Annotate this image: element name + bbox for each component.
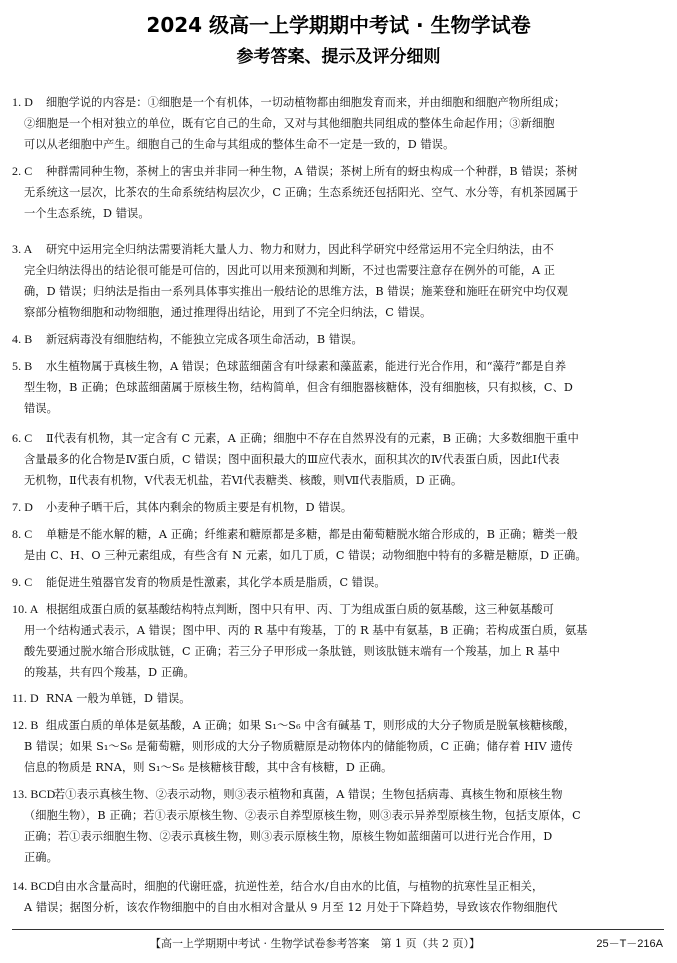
- answer-text: 研究中运用完全归纳法需要消耗大量人力、物力和财力，因此科学研究中经常运用不完全归纳法，由不: [46, 243, 554, 256]
- answer-line: [12, 497, 660, 518]
- answer-line: [12, 715, 660, 736]
- answer-text: 水生植物属于真核生物，A 错误；色球蓝细菌含有叶绿素和藻蓝素，能进行光合作用，和“藻荇”都是自养: [46, 360, 567, 373]
- answer-number: 10. A: [12, 602, 39, 616]
- answer-text: B 错误；如果 S₁～S₆ 是葡萄糖，则形成的大分子物质糖原是动物体内的储能物质，C 正确；储存着 HIV 遗传: [24, 740, 573, 753]
- answer-line: [12, 897, 660, 918]
- answer-line: [12, 599, 660, 620]
- answer-text: 的羧基，共有四个羧基，D 正确。: [24, 666, 195, 679]
- answer-line: [12, 113, 660, 134]
- answer-number: 6. C: [12, 431, 33, 445]
- answer-text: 组成蛋白质的单体是氨基酸，A 正确；如果 S₁～S₆ 中含有碱基 T，则形成的大分子物质是脱氧核糖核酸，: [46, 719, 576, 732]
- answer-text: 酸先要通过脱水缩合形成肽链，C 正确；若三分子甲形成一条肽链，则该肽链末端有一个羧基，加上 R 基中: [24, 645, 561, 658]
- answer-number: 9. C: [12, 575, 33, 589]
- answer-number: 14. BCD: [12, 879, 56, 893]
- answer-line: [12, 398, 660, 419]
- answer-line: [12, 239, 660, 260]
- answer-text: 无系统这一层次，比茶农的生命系统结构层次少，C 正确；生态系统还包括阳光、空气、水分等，有机茶园属于: [24, 186, 579, 199]
- answer-item: [12, 161, 660, 224]
- footer-paper-code: 25－T－216A: [596, 938, 663, 950]
- answer-text: 单糖是不能水解的糖，A 正确；纤维素和糖原都是多糖，都是由葡萄糖脱水缩合形成的，B 正确；糖类一般: [46, 528, 578, 541]
- answer-item: [12, 572, 660, 593]
- answer-text: 根据组成蛋白质的氨基酸结构特点判断，图中只有甲、丙、丁为组成蛋白质的氨基酸，这三种氨基酸可: [46, 603, 554, 616]
- answer-number: 4. B: [12, 332, 33, 346]
- page-title: 2024 级高一上学期期中考试 · 生物学试卷: [146, 13, 531, 37]
- answer-item: [12, 784, 660, 868]
- answer-number: 11. D: [12, 691, 39, 705]
- answer-text: 信息的物质是 RNA，则 S₁～S₆ 是核糖核苷酸，其中含有核糖，D 正确。: [24, 761, 393, 774]
- answer-line: [12, 620, 660, 641]
- answer-item: [12, 876, 660, 918]
- answer-number: 1. D: [12, 95, 34, 109]
- answer-number: 7. D: [12, 500, 34, 514]
- answer-text: 能促进生殖器官发育的物质是性激素，其化学本质是脂质，C 错误。: [46, 576, 386, 589]
- page-footer: [0, 933, 677, 955]
- answer-line: [12, 736, 660, 757]
- answer-text: 察部分植物细胞和动物细胞，通过推理得出结论，用到了不完全归纳法，C 错误。: [24, 306, 432, 319]
- answer-line: [12, 203, 660, 224]
- answer-text: 正确；若①表示细胞生物、②表示真核生物，则③表示原核生物，原核生物如蓝细菌可以进行光合作用，D: [24, 830, 553, 843]
- answer-line: [12, 449, 660, 470]
- answer-line: [12, 805, 660, 826]
- answer-line: [12, 260, 660, 281]
- answer-text: ②细胞是一个相对独立的单位，既有它自己的生命，又对与其他细胞共同组成的整体生命起作用；③新细胞: [24, 117, 555, 130]
- answer-line: [12, 377, 660, 398]
- answer-text: 一个生态系统，D 错误。: [24, 207, 150, 220]
- answer-text: 正确。: [24, 851, 58, 864]
- answer-item: [12, 524, 660, 566]
- answer-item: [12, 356, 660, 419]
- answer-item: [12, 92, 660, 155]
- answer-line: [12, 784, 660, 805]
- answer-text: 若①表示真核生物、②表示动物，则③表示植物和真菌，A 错误；生物包括病毒、真核生物和原核生物: [54, 788, 563, 801]
- answer-text: 细胞学说的内容是：①细胞是一个有机体，一切动植物都由细胞发育而来，并由细胞和细胞产物所组成；: [46, 96, 566, 109]
- answer-text: 错误。: [24, 402, 58, 415]
- answer-text: A 错误；据图分析，该农作物细胞中的自由水相对含量从 9 月至 12 月处于下降趋势，导致该农作物细胞代: [24, 901, 558, 914]
- answer-line: [12, 524, 660, 545]
- answer-text: 无机物，Ⅱ代表有机物，Ⅴ代表无机盐，若Ⅵ代表糖类、核酸，则Ⅶ代表脂质，D 正确。: [24, 474, 463, 487]
- footer-divider: [12, 929, 664, 930]
- answer-line: [12, 847, 660, 868]
- answer-line: [12, 329, 660, 350]
- answer-line: [12, 757, 660, 778]
- answer-text: 自由水含量高时，细胞的代谢旺盛，抗逆性差，结合水/自由水的比值，与植物的抗寒性呈正相关，: [54, 880, 544, 893]
- answer-text: （细胞生物），B 正确；若①表示原核生物、②表示自养型原核生物，则③表示异养型原核生物，包括支原体，C: [24, 809, 581, 822]
- answer-text: 新冠病毒没有细胞结构，不能独立完成各项生命活动，B 错误。: [46, 333, 363, 346]
- page-subtitle: 参考答案、提示及评分细则: [236, 47, 441, 67]
- answer-line: [12, 134, 660, 155]
- answer-item: [12, 688, 660, 709]
- answer-number: 8. C: [12, 527, 33, 541]
- answer-item: [12, 239, 660, 323]
- answer-line: [12, 428, 660, 449]
- answer-line: [12, 572, 660, 593]
- answer-text: 确，D 错误；归纳法是指由一系列具体事实推出一般结论的思维方法，B 错误；施莱登和施旺在研究中均仅观: [24, 285, 568, 298]
- answer-item: [12, 599, 660, 683]
- answer-text: 用一个结构通式表示，A 错误；图中甲、丙的 R 基中有羧基，丁的 R 基中有氨基，B 正确；若构成蛋白质，氨基: [24, 624, 588, 637]
- answer-number: 2. C: [12, 164, 33, 178]
- answer-number: 13. BCD: [12, 787, 56, 801]
- answer-line: [12, 182, 660, 203]
- answer-text: 可以从老细胞中产生。细胞自己的生命与其组成的整体生命不一定是一致的，D 错误。: [24, 138, 455, 151]
- answer-number: 3. A: [12, 242, 33, 256]
- answer-line: [12, 688, 660, 709]
- answer-item: [12, 497, 660, 518]
- answer-line: [12, 470, 660, 491]
- answer-line: [12, 662, 660, 683]
- answer-line: [12, 161, 660, 182]
- answer-text: 种群需同种生物，茶树上的害虫并非同一种生物，A 错误；茶树上所有的蚜虫构成一个种群，B 错误；茶树: [46, 165, 578, 178]
- answer-text: 小麦种子晒干后，其体内剩余的物质主要是有机物，D 错误。: [46, 501, 353, 514]
- answer-text: 完全归纳法得出的结论很可能是可信的，因此可以用来预测和判断，不过也需要注意存在例外的可能，A 正: [24, 264, 556, 277]
- answer-text: 型生物，B 正确；色球蓝细菌属于原核生物，结构简单，但含有细胞器核糖体，没有细胞核，只有拟核，C、D: [24, 381, 573, 394]
- answer-line: [12, 876, 660, 897]
- answer-line: [12, 356, 660, 377]
- answer-item: [12, 428, 660, 491]
- answer-line: [12, 826, 660, 847]
- answer-line: [12, 545, 660, 566]
- answer-text: RNA 一般为单链，D 错误。: [46, 692, 191, 705]
- answer-text: 是由 C、H、O 三种元素组成，有些含有 N 元素，如几丁质，C 错误；动物细胞中特有的多糖是糖原，D 正确。: [24, 549, 587, 562]
- answer-text: Ⅱ代表有机物，其一定含有 C 元素，A 正确；细胞中不存在自然界没有的元素，B 正确；大多数细胞干重中: [46, 432, 579, 445]
- answer-line: [12, 281, 660, 302]
- answer-number: 5. B: [12, 359, 33, 373]
- answer-line: [12, 302, 660, 323]
- answer-item: [12, 329, 660, 350]
- answer-line: [12, 92, 660, 113]
- answer-item: [12, 715, 660, 778]
- footer-page-info: 【高一上学期期中考试 · 生物学试卷参考答案 第 1 页（共 2 页）】: [150, 937, 480, 950]
- answer-line: [12, 641, 660, 662]
- answer-number: 12. B: [12, 718, 39, 732]
- answer-text: 含量最多的化合物是Ⅳ蛋白质，C 错误；图中面积最大的Ⅲ应代表水，面积其次的Ⅳ代表蛋白质，因此Ⅰ代表: [24, 453, 560, 466]
